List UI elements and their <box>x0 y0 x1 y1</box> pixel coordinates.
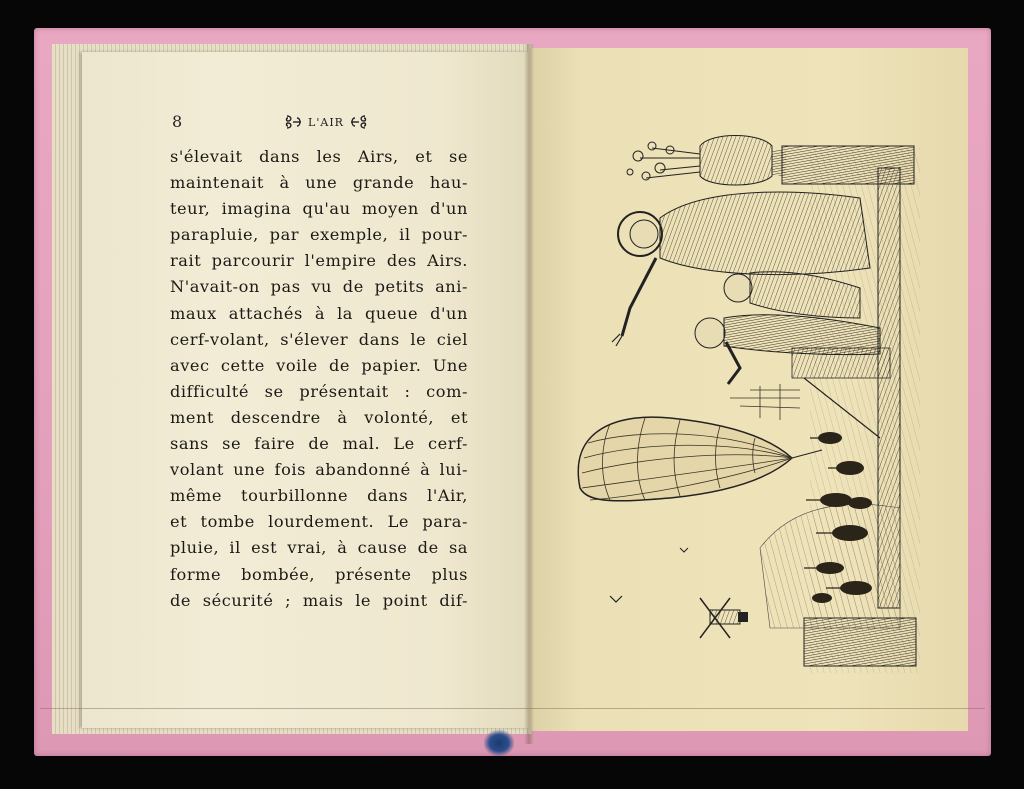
text-line: parapluie, par exemple, il pour- <box>170 225 468 245</box>
body-text <box>170 144 468 614</box>
book-gutter <box>524 44 534 744</box>
fold-line <box>40 708 985 709</box>
text-line: maux attachés à la queue d'un <box>170 303 468 323</box>
cover-tear <box>484 730 514 756</box>
engraving-illustration <box>560 128 936 673</box>
text-line: volant une fois abandonné à lui- <box>170 460 468 480</box>
text-line: sans se faire de mal. Le cerf- <box>170 434 468 454</box>
page-number: 8 <box>172 112 183 131</box>
running-head-title: L'AIR <box>308 115 344 129</box>
text-line: même tourbillonne dans l'Air, <box>170 486 468 506</box>
text-line: cerf-volant, s'élever dans le ciel <box>170 329 468 349</box>
text-line: forme bombée, présente plus <box>170 564 468 584</box>
text-line: et tombe lourdement. Le para- <box>170 512 468 532</box>
text-line: N'avait-on pas vu de petits ani- <box>170 277 468 297</box>
text-line: ment descendre à volonté, et <box>170 407 468 427</box>
fleuron-left-icon <box>284 112 304 132</box>
text-line: maintenait à une grande hau- <box>170 173 468 193</box>
text-line: teur, imagina qu'au moyen d'un <box>170 199 468 219</box>
fleuron-right-icon <box>348 112 368 132</box>
running-head <box>276 110 376 134</box>
text-line: difficulté se présentait : com- <box>170 381 468 401</box>
text-line: s'élevait dans les Airs, et se <box>170 147 468 166</box>
text-line: rait parcourir l'empire des Airs. <box>170 251 468 271</box>
text-line: pluie, il est vrai, à cause de sa <box>170 538 468 558</box>
text-line: avec cette voile de papier. Une <box>170 355 468 375</box>
text-line: de sécurité ; mais le point dif- <box>170 590 468 610</box>
